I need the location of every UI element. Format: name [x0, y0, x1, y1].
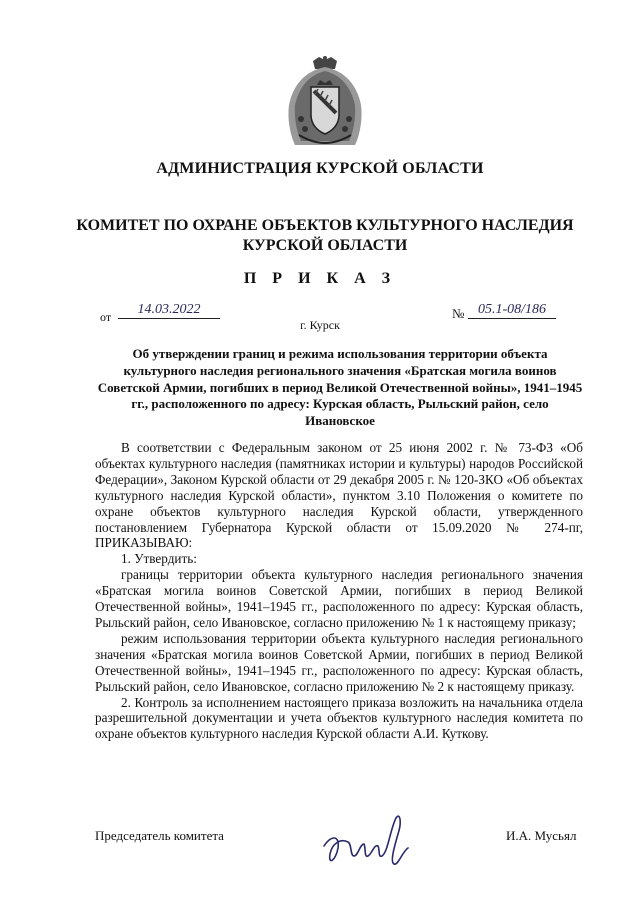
administration-title: АДМИНИСТРАЦИЯ КУРСКОЙ ОБЛАСТИ [156, 160, 484, 177]
number-label: № [452, 306, 465, 321]
paragraph-preamble: В соответствии с Федеральным законом от 25 июня 2002 г. № 73-ФЗ «Об объектах культурного наследия (памятниках истории и культуры) народов Российской Федерации», Законом Курской области от 29 декабря 2005 г. № 120-ЗКО «Об объектах культурного наследия Курской области», пунктом 3.10 Положения о комитете по охране объектов культурного наследия Курской области, утвержденного постановлением Губернатора Курской области от 15.09.2020 № 274-пг, ПРИКАЗЫВАЮ: [95, 440, 583, 551]
signatory-role: Председатель комитета [95, 828, 224, 843]
paragraph-item-2: 2. Контроль за исполнением настоящего приказа возложить на начальника отдела разрешительной документации и учета объектов культурного наследия комитета по охране объектов культурного наследия Курской области А.И. Куткову. [95, 694, 583, 742]
order-date: 14.03.2022 [118, 302, 220, 319]
committee-title-line2: КУРСКОЙ ОБЛАСТИ [242, 237, 408, 254]
order-body [95, 440, 583, 742]
city-label: г. Курск [300, 318, 340, 332]
paragraph-boundaries: границы территории объекта культурного наследия регионального значения «Братская могила воинов Советской Армии, погибших в период Великой Отечественной войны», 1941–1945 гг., расположенного по адресу: Курская область, Рыльский район, село Ивановское, согласно приложению № 1 к настоящему приказу; [95, 567, 583, 630]
paragraph-item-1: 1. Утвердить: [121, 551, 197, 567]
order-number: 05.1-08/186 [468, 302, 556, 319]
date-label: от [100, 310, 112, 324]
handwritten-signature [318, 808, 418, 870]
document-type: П Р И К А З [243, 270, 397, 287]
paragraph-regime: режим использования территории объекта культурного наследия регионального значения «Братская могила воинов Советской Армии, погибших в период Великой Отечественной войны», 1941–1945 гг., расположенного по адресу: Курская область, Рыльский район, село Ивановское, согласно приложению № 2 к настоящему приказу. [95, 630, 583, 694]
committee-title-line1: КОМИТЕТ ПО ОХРАНЕ ОБЪЕКТОВ КУЛЬТУРНОГО НАСЛЕДИЯ [76, 217, 574, 234]
committee-title [0, 216, 640, 256]
order-subject: Об утверждении границ и режима использования территории объекта культурного наследия регионального значения «Братская могила воинов Советской Армии, погибших в период Великой Отечественной войны», 1941–1945 гг., расположенного по адресу: Курская область, Рыльский район, село Ивановское [97, 346, 583, 429]
signatory-name: И.А. Мусьял [506, 828, 577, 843]
coat-of-arms-icon [285, 55, 365, 150]
